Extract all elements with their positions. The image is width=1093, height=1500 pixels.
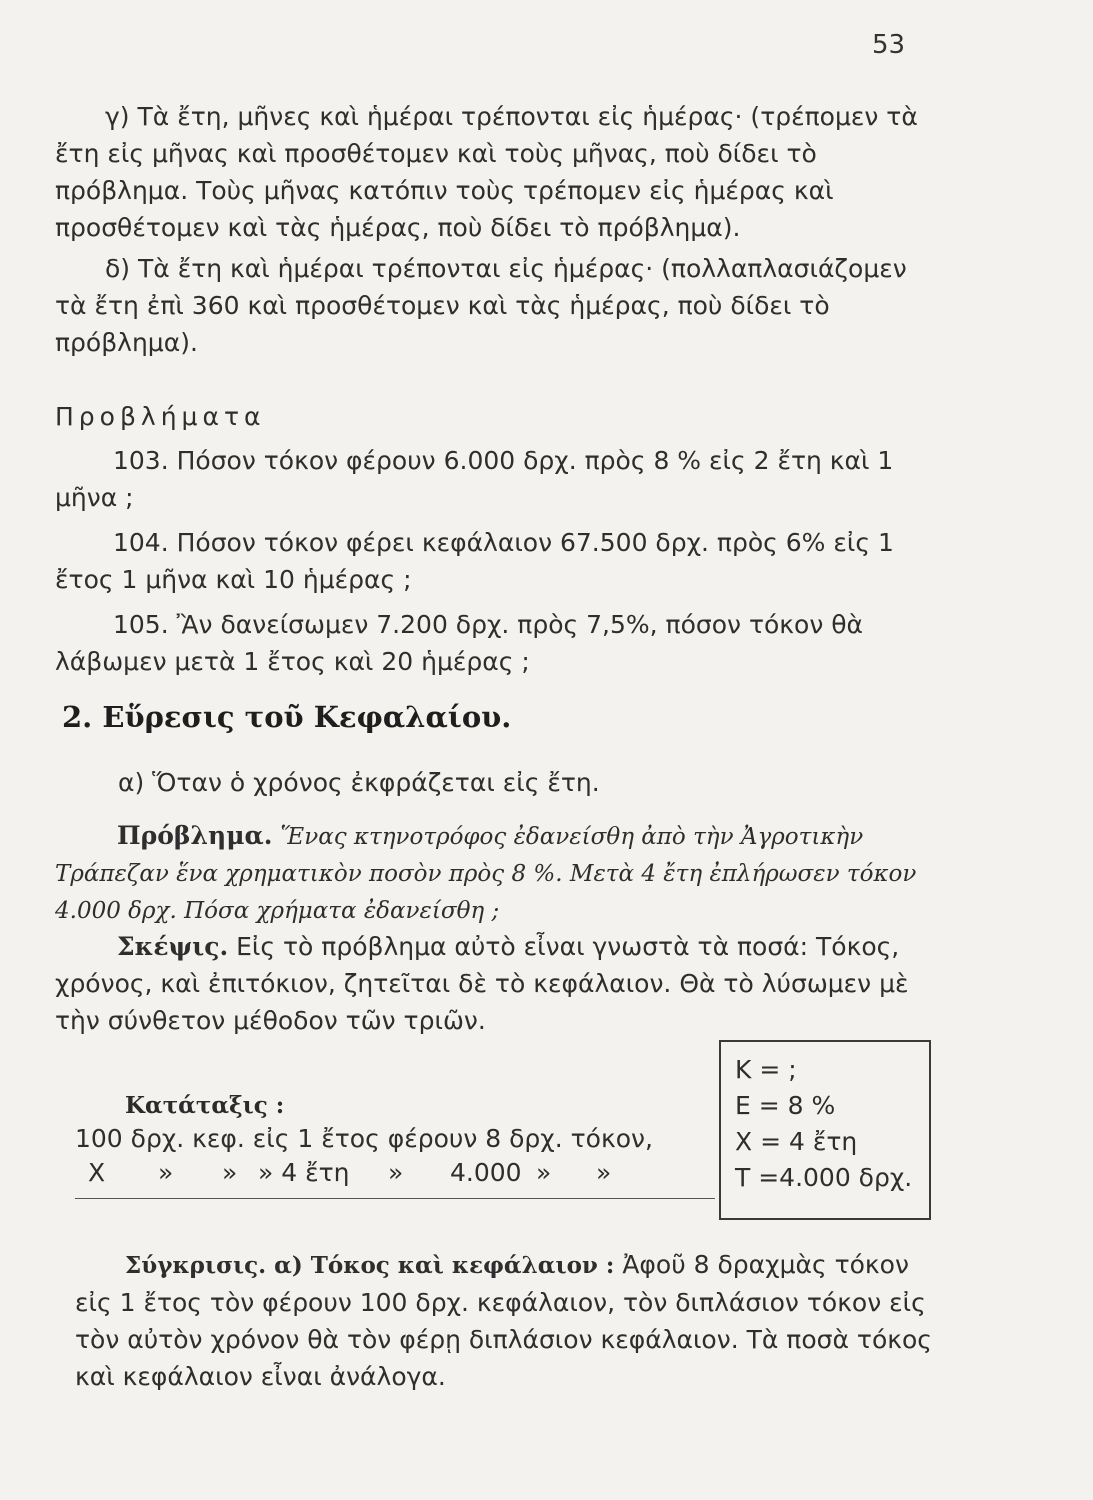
paragraph-delta: δ) Τὰ ἔτη καὶ ἡμέραι τρέπονται εἰς ἡμέρας· (πολλαπλασιάζομεν τὰ ἔτη ἐπὶ 360 καὶ προσθέτομεν καὶ τὰς ἡμέρας, ποὺ δίδει τὸ πρόβλημα). (55, 254, 907, 357)
box-capital: Κ = ; (735, 1055, 797, 1084)
box-time: Χ = 4 ἔτη (735, 1127, 858, 1156)
box-interest: Τ =4.000 δρχ. (735, 1163, 913, 1192)
problems-title: Προβλήματα (55, 402, 266, 431)
given-values-box (719, 1040, 931, 1220)
ditto-mark: » (158, 1158, 174, 1187)
ditto-mark: » (536, 1158, 552, 1187)
comparison-text: Ἀφοῦ 8 δραχμὰς τόκον εἰς 1 ἔτος τὸν φέρουν 100 δρχ. κεφάλαιον, τὸν διπλάσιον τόκον εἰς τὸν αὐτὸν χρόνον θὰ τὸν φέρῃ διπλάσιον κεφάλαιον. Τὰ ποσὰ τόκος καὶ κεφάλαιον εἶναι ἀνάλογα. (75, 1250, 932, 1391)
page-number: 53 (872, 30, 906, 60)
subsection-a: α) Ὅταν ὁ χρόνος ἐκφράζεται εἰς ἔτη. (118, 768, 600, 797)
problem-105: 105. Ἂν δανείσωμεν 7.200 δρχ. πρὸς 7,5%, πόσον τόκον θὰ λάβωμεν μετὰ 1 ἔτος καὶ 20 ἡμέρας ; (55, 610, 863, 676)
kataxis-amount: 4.000 (450, 1158, 522, 1187)
divider-line (75, 1198, 715, 1199)
thought-label: Σκέψις. (117, 932, 229, 961)
comparison-block (75, 1246, 940, 1395)
thought-text: Εἰς τὸ πρόβλημα αὐτὸ εἶναι γνωστὰ τὰ ποσά: Τόκος, χρόνος, καὶ ἐπιτόκιον, ζητεῖται δὲ τὸ κεφάλαιον. Θὰ τὸ λύσωμεν μὲ τὴν σύνθετον μέθοδον τῶν τριῶν. (55, 932, 909, 1035)
problem-label: Πρόβλημα. (117, 821, 273, 850)
kataxis-x: Χ (88, 1158, 106, 1187)
kataxis-time: » 4 ἔτη (258, 1158, 350, 1187)
ditto-mark: » (596, 1158, 612, 1187)
kataxis-line-1: 100 δρχ. κεφ. εἰς 1 ἔτος φέρουν 8 δρχ. τόκον, (75, 1124, 653, 1153)
problem-text: Ἕνας κτηνοτρόφος ἐδανείσθη ἀπὸ τὴν Ἀγροτικὴν Τράπεζαν ἕνα χρηματικὸν ποσὸν πρὸς 8 %. Μετὰ 4 ἔτη ἐπλήρωσεν τόκον 4.000 δρχ. Πόσα χρήματα ἐδανείσθη ; (55, 824, 917, 924)
ditto-mark: » (222, 1158, 238, 1187)
ditto-mark: » (388, 1158, 404, 1187)
comparison-label: Σύγκρισις. α) Τόκος καὶ κεφάλαιον : (125, 1252, 615, 1279)
problem-104: 104. Πόσον τόκον φέρει κεφάλαιον 67.500 δρχ. πρὸς 6% εἰς 1 ἔτος 1 μῆνα καὶ 10 ἡμέρας ; (55, 528, 894, 594)
thought-block (55, 928, 920, 1039)
box-rate: Ε = 8 % (735, 1091, 836, 1120)
kataxis-title: Κατάταξις : (125, 1092, 285, 1119)
problem-block (55, 818, 920, 929)
paragraph-gamma: γ) Τὰ ἔτη, μῆνες καὶ ἡμέραι τρέπονται εἰς ἡμέρας· (τρέπομεν τὰ ἔτη εἰς μῆνας καὶ προσθέτομεν καὶ τοὺς μῆνας, ποὺ δίδει τὸ πρόβλημα. Τοὺς μῆνας κατόπιν τοὺς τρέπομεν εἰς ἡμέρας καὶ προσθέτομεν καὶ τὰς ἡμέρας, ποὺ δίδει τὸ πρόβλημα). (55, 102, 918, 242)
section-heading: 2. Εὕρεσις τοῦ Κεφαλαίου. (62, 700, 512, 734)
problem-103: 103. Πόσον τόκον φέρουν 6.000 δρχ. πρὸς 8 % εἰς 2 ἔτη καὶ 1 μῆνα ; (55, 446, 894, 512)
